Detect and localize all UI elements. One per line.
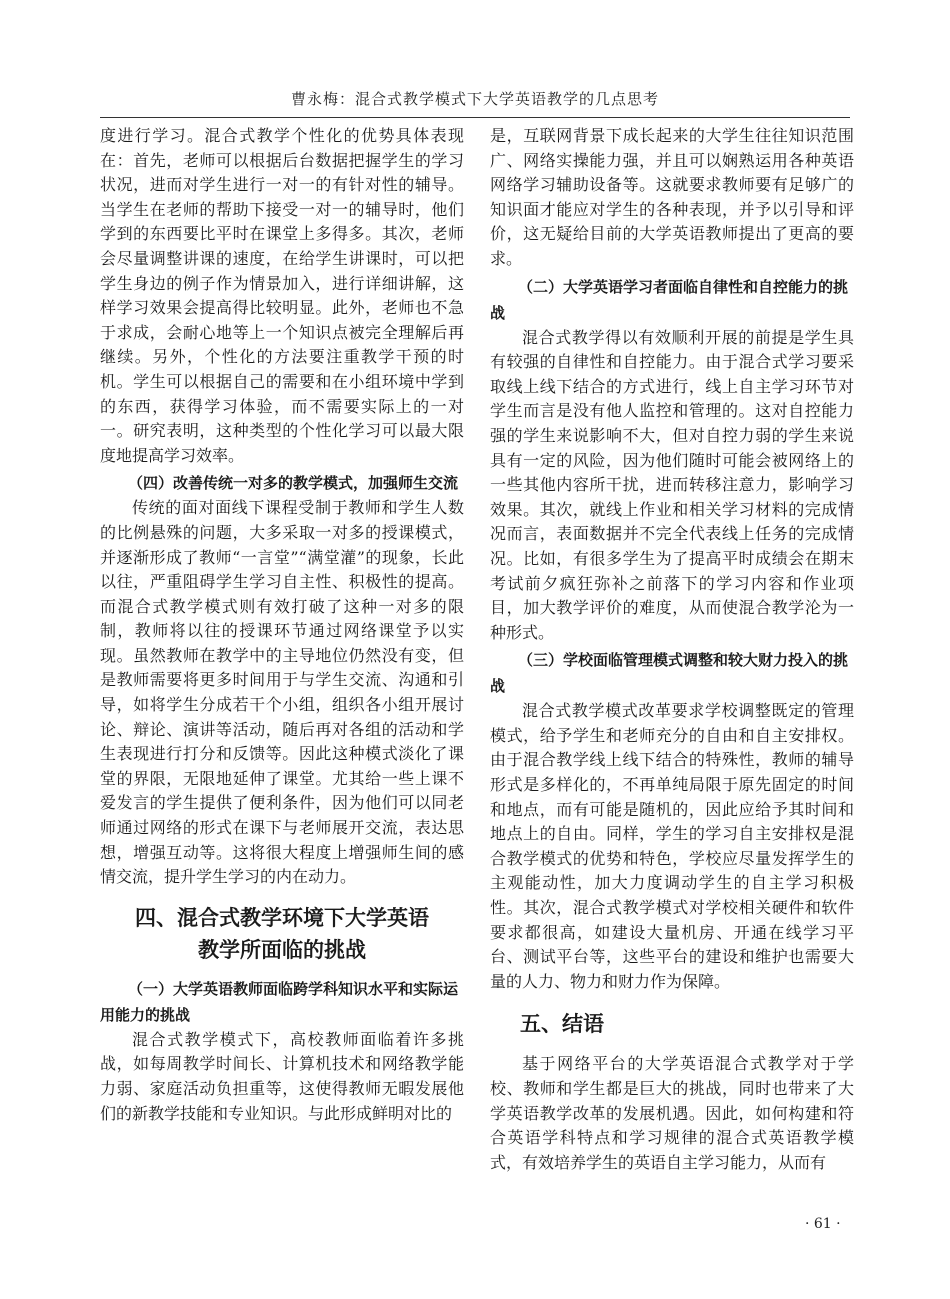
section-4-heading bbox=[100, 902, 464, 966]
left-paragraph-2: 传统的面对面线下课程受制于教师和学生人数的比例悬殊的问题，大多采取一对多的授课模式，并逐渐形成了教师“一言堂”“满堂灌”的现象，长此以往，严重阻碍学生学习自主性、积极性的提高。而混合式教学模式则有效打破了这种一对多的限制，教师将以往的授课环节通过网络课堂予以实现。虽然教师在教学中的主导地位仍然没有变，但是教师需要将更多时间用于与学生交流、沟通和引导，如将学生分成若干个小组，组织各小组开展讨论、辩论、演讲等活动，随后再对各组的活动和学生表现进行打分和反馈等。因此这种模式淡化了课堂的界限，无限地延伸了课堂。尤其给一些上课不爱发言的学生提供了便利条件，因为他们可以同老师通过网络的形式在课下与老师展开交流，表达思想，增强互动等。这将很大程度上增强师生间的感情交流，提升学生学习的内在动力。 bbox=[100, 498, 464, 887]
page-number: · 61 · bbox=[805, 1216, 841, 1232]
right-paragraph-2: 混合式教学得以有效顺利开展的前提是学生具有较强的自律性和自控能力。由于混合式学习要采取线上线下结合的方式进行，线上自主学习环节对学生而言是没有他人监控和管理的。这对自控能力强的学生来说影响不大，但对自控力弱的学生来说具有一定的风险，因为他们随时可能会被网络上的一些其他内容所干扰，进而转移注意力，影响学习效果。其次，就线上作业和相关学习材料的完成情况而言，表面数据并不完全代表线上任务的完成情况。比如，有很多学生为了提高平时成绩会在期末考试前夕疯狂弥补之前落下的学习内容和作业项目，加大教学评价的难度，从而使混合教学沦为一种形式。 bbox=[490, 327, 854, 642]
subsection-4-heading: （四）改善传统一对多的教学模式，加强师生交流 bbox=[128, 474, 459, 493]
section-4-heading-line-2: 教学所面临的挑战 bbox=[198, 937, 366, 962]
section-5-heading: 五、结语 bbox=[520, 1012, 604, 1037]
header-rule bbox=[100, 117, 850, 118]
left-paragraph-1: 度进行学习。混合式教学个性化的优势具体表现在：首先，老师可以根据后台数据把握学生的学习状况，进而对学生进行一对一的有针对性的辅导。当学生在老师的帮助下接受一对一的辅导时，他们学到的东西要比平时在课堂上多得多。其次，老师会尽量调整讲课的速度，在给学生讲课时，可以把学生身边的例子作为情景加入，进行详细讲解，这样学习效果会提高得比较明显。此外，老师也不急于求成，会耐心地等上一个知识点被完全理解后再继续。另外，个性化的方法要注重教学干预的时机。学生可以根据自己的需要和在小组环境中学到的东西，获得学习体验，而不需要实际上的一对一。研究表明，这种类型的个性化学习可以最大限度地提高学习效率。 bbox=[100, 126, 464, 465]
left-column bbox=[100, 124, 464, 1126]
subsection-1-heading: （一）大学英语教师面临跨学科知识水平和实际运用能力的挑战 bbox=[100, 979, 459, 1024]
right-paragraph-4: 基于网络平台的大学英语混合式教学对于学校、教师和学生都是巨大的挑战，同时也带来了大学英语教学改革的发展机遇。因此，如何构建和符合英语学科特点和学习规律的混合式英语教学模式，有效培养学生的英语自主学习能力，从而有 bbox=[490, 1054, 854, 1172]
right-column bbox=[490, 124, 854, 1175]
right-paragraph-1: 是，互联网背景下成长起来的大学生往往知识范围广、网络实操能力强，并且可以娴熟运用各种英语网络学习辅助设备等。这就要求教师要有足够广的知识面才能应对学生的各种表现，并予以引导和评价，这无疑给目前的大学英语教师提出了更高的要求。 bbox=[490, 126, 854, 268]
subsection-3-heading: （三）学校面临管理模式调整和较大财力投入的挑战 bbox=[490, 651, 849, 696]
left-paragraph-3: 混合式教学模式下，高校教师面临着许多挑战，如每周教学时间长、计算机技术和网络教学能力弱、家庭活动负担重等，这使得教师无暇发展他们的新教学技能和专业知识。与此形成鲜明对比的 bbox=[100, 1029, 464, 1123]
subsection-2-heading: （二）大学英语学习者面临自律性和自控能力的挑战 bbox=[490, 277, 849, 322]
right-paragraph-3: 混合式教学模式改革要求学校调整既定的管理模式，给予学生和老师充分的自由和自主安排权。由于混合教学线上线下结合的特殊性，教师的辅导形式是多样化的，不再单纯局限于原先固定的时间和地点，而有可能是随机的，因此应给予其时间和地点上的自由。同样，学生的学习自主安排权是混合教学模式的优势和特色，学校应尽量发挥学生的主观能动性，加大力度调动学生的自主学习积极性。其次，混合式教学模式对学校相关硬件和软件要求都很高，如建设大量机房、开通在线学习平台、测试平台等，这些平台的建设和维护也需要大量的人力、物力和财力作为保障。 bbox=[490, 701, 854, 991]
running-header: 曹永梅：混合式教学模式下大学英语教学的几点思考 bbox=[290, 90, 659, 108]
section-4-heading-line-1: 四、混合式教学环境下大学英语 bbox=[135, 905, 429, 930]
